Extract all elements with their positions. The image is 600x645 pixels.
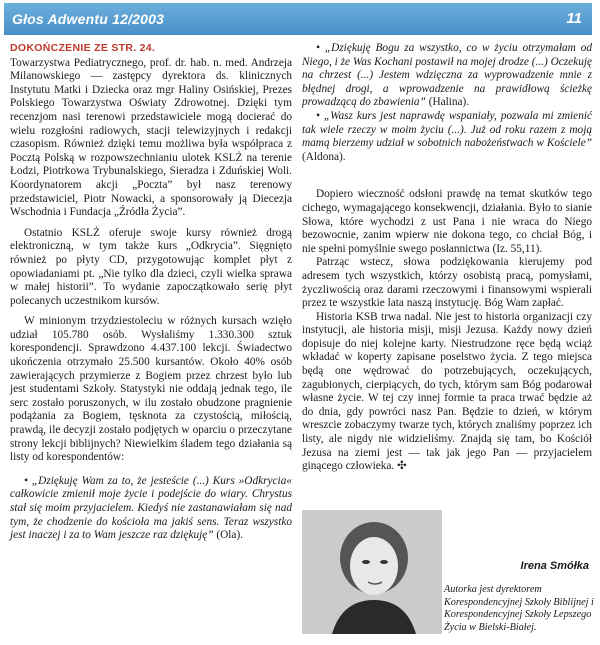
- paragraph: Towarzystwa Pediatrycznego, prof. dr. hab. n. med. Andrzeja Milanowskiego — zastępcy dyrektora ds. klinicznych Instytutu Matki i Dziecka oraz mgr Haliny Osińskiej, Prezes Polskiego Towarzystwa Oświaty Zdrowotnej. Dzięki tym recenzjom nasi terenowi przedstawiciele mogą docierać do wielu rozgłośni radiowych, stacji telewizyjnych i redakcji czasopism. Również dzięki temu możliwa była współpraca z Pocztą Polską w rozpowszechnianiu ulotek KSLŻ na terenie Łodzi, Piotrkowa Trybunalskiego, Sieradza i Zduńskiej Woli. Koordynatorem akcji „Poczta” był nasz terenowy przedstawiciel, Piotr Nowacki, a sponsorowały ją Diecezja Wschodnia i Fundacja „Źródła Życia”.: [10, 56, 292, 219]
- quote: [302, 110, 592, 164]
- paragraph: Ostatnio KSLŻ oferuje swoje kursy również drogą elektroniczną, w tym także kurs „Odkrycia”. Sięgnięto również po płyty CD, przygotowując komplet płyt z opowiadaniami pt. „Nie tylko dla dzieci, czyli wielka sprawa w małej historii”. To wydanie zapoczątkowało serię płyt polecanych uczestnikom kursów.: [10, 226, 292, 307]
- page-header: [4, 3, 592, 35]
- author-note: Autorka jest dyrektorem Korespondencyjnej Szkoły Biblijnej i Korespondencyjnej Szkoły Lepszego Życia w Bielski-Białej.: [444, 584, 594, 633]
- right-column: [302, 42, 592, 474]
- quote-text: • „Wasz kurs jest naprawdę wspaniały, pozwala mi zmienić tak wiele rzeczy w moim życiu (...). Już od roku razem z moją mamą bierzemy udział w sobotnich nabożeństwach w Kościele”: [302, 109, 592, 150]
- portrait-image: [302, 510, 442, 634]
- continuation-label: DOKOŃCZENIE ZE STR. 24.: [10, 42, 156, 54]
- page-number: 11: [566, 10, 582, 27]
- paragraph: Historia KSB trwa nadal. Nie jest to historia organizacji czy instytucji, ale historia misji, misji Jezusa. Każdy nowy dzień dopisuje do niej kolejne karty. Niestrudzone ręce będą wciąż wkładać w koperty zapisane poselstwo życia. Z tego miejsca będą one wędrować do potrzebujących, oczekujących, zagubionych, cierpiących, do tych, którym sam Bóg podarował własne życie. W tej czy innej formie ta praca trwać będzie aż do dnia, gdy powróci nasz Pan. Będzie to dzień, w którym wreszcie zobaczymy twarze tych, których znaliśmy poprzez ich listy, ale nigdy nie widzieliśmy. Znajdą się tam, bo Kościół Jezusa na ziemi jest — tak jak jego Pan — przyjacielem ginącego człowieka. ✣: [302, 310, 592, 473]
- author-signature: Irena Smółka: [520, 560, 589, 572]
- left-column: [10, 42, 292, 543]
- quote-author: (Halina).: [428, 96, 470, 109]
- magazine-title: Głos Adwentu 12/2003: [12, 11, 165, 27]
- quote-text: • „Dziękuję Wam za to, że jesteście (...) Kurs »Odkrycia« całkowicie zmienił moje życie i podejście do wiary. Chrystus stał się moim przyjacielem. Kiedyś nie zastanawiałam się nad tym, że chodzenie do kościoła ma jakiś sens. Teraz wszystko jest inaczej i za to Wam jeszcze raz dziękuję”: [10, 474, 292, 542]
- paragraph: W minionym trzydziestoleciu w różnych kursach wzięło udział 105.780 osób. Wysłaliśmy 1.330.300 sztuk korespondencji. Sprawdzono 4.437.100 lekcji. Świadectwo ukończenia otrzymało 25.500 kursantów. Około 40% osób zawierających przymierze z Bogiem przez chrzest było lub jest studentami Szkoły. Statystyki nie oddają jednak tego, ile serc zostało poruszonych, w ilu zostało obudzone pragnienie podążania za Bogiem, tęsknota za czystością, miłością, prawdą, ile decyzji zostało podjętych w oparciu o przeczytane strony lekcji biblijnych? Niewielkim śladem tego działania są listy od korespondentów:: [10, 315, 292, 464]
- quote: [302, 42, 592, 110]
- author-photo: [302, 510, 442, 634]
- quote-text: • „Dziękuję Bogu za wszystko, co w życiu otrzymałam od Niego, i że Was Kochani postawił na mojej drodze (...) Oczekuję na chrzest (...) Jestem wdzięczna za wyprowadzenie mnie z błędnej drogi, a wprowadzenie na prawidłową ścieżkę prowadzącą do zbawienia”: [302, 42, 592, 109]
- quote: [10, 475, 292, 543]
- paragraph: Patrząc wstecz, słowa podziękowania kierujemy pod adresem tych wszystkich, którzy osobistą pracą, pomysłami, życzliwością oraz darami rzeczowymi i finansowymi wspierali przez te wszystkie lata naszą instytucję. Bóg Wam zapłać.: [302, 256, 592, 310]
- quote-author: (Ola).: [216, 529, 244, 542]
- quote-author: (Aldona).: [302, 150, 346, 163]
- paragraph: Dopiero wieczność odsłoni prawdę na temat skutków tego cichego, wymagającego konsekwencji, działania. Było to sianie Słowa, które wychodzi z ust Pana i nie wraca do Niego bezowocnie, zanim wpierw nie dokona tego, co chciał Bóg, i nie spełni pomyślnie swego posłannictwa (Iz. 55,11).: [302, 188, 592, 255]
